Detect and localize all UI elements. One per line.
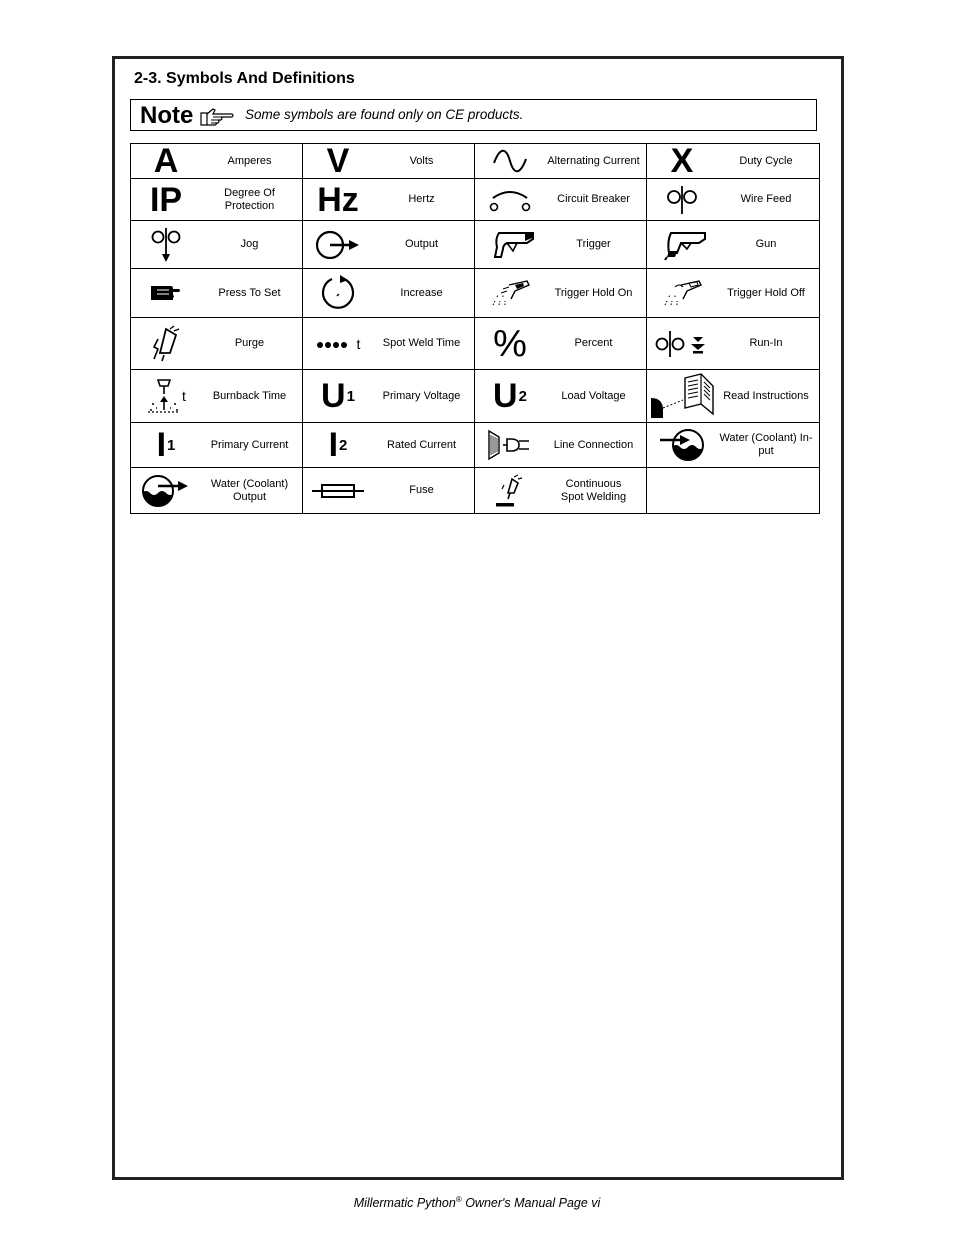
run-in-icon [647,329,717,359]
degree-of-protection-symbol: IP [149,180,183,219]
gun-icon [647,229,717,261]
symbol-label: Amperes [227,154,272,167]
symbol-label: Degree Of Protection [224,186,275,212]
symbol-cell-water-coolant-input [647,423,820,468]
symbol-cell-trigger [475,221,647,269]
symbol-label: Fuse [409,484,434,496]
read-instructions-icon [647,372,717,420]
table-row [131,423,820,468]
symbol-label: Trigger Hold On [554,286,633,299]
symbol-label: Gun [755,238,777,250]
symbol-cell-load-voltage [475,370,647,423]
line-connection-icon [475,429,545,461]
symbol-cell-trigger-hold-on [475,269,647,318]
table-row [131,144,820,179]
water-coolant-output-icon [131,473,201,509]
table-row [131,468,820,514]
symbol-label: Increase [400,286,443,299]
water-coolant-input-icon [647,427,717,463]
symbol-cell-empty [647,468,820,514]
symbol-cell-line-connection [475,423,647,468]
symbol-cell-hertz [303,179,475,221]
symbol-cell-trigger-hold-off [647,269,820,318]
symbol-cell-duty-cycle [647,144,820,179]
symbol-label: Circuit Breaker [557,193,630,205]
note-label: Note [140,102,194,129]
wire-feed-icon [647,184,717,216]
output-icon [303,228,373,262]
primary-voltage-symbol: U 1 [321,377,355,415]
symbol-cell-fuse [303,468,475,514]
burnback-time-icon: t [131,378,201,414]
trigger-icon [475,229,545,261]
symbol-label: Jog [240,238,259,250]
symbol-cell-gun [647,221,820,269]
symbol-label: Trigger [576,238,611,250]
trigger-hold-off-icon [647,277,717,309]
press-to-set-icon [131,282,201,304]
symbol-cell-primary-voltage [303,370,475,423]
symbol-cell-increase [303,269,475,318]
symbol-label: Burnback Time [212,389,287,402]
symbol-label: Percent [574,337,613,349]
symbol-cell-continuous-spot-welding [475,468,647,514]
symbol-label: Output [404,238,439,250]
symbol-label: Trigger Hold Off [727,286,805,299]
symbol-cell-primary-current [131,423,303,468]
symbol-cell-alternating-current [475,144,647,179]
symbol-cell-volts [303,144,475,179]
note-box [130,99,817,131]
percent-symbol: % [493,322,527,365]
symbol-label: Hertz [408,193,435,205]
table-row [131,221,820,269]
symbol-label: Volts [409,154,434,167]
symbol-label: Line Connection [553,438,634,451]
symbol-cell-amperes [131,144,303,179]
symbol-cell-run-in [647,318,820,370]
symbol-cell-read-instructions [647,370,820,423]
table-row [131,318,820,370]
purge-icon [131,325,201,363]
rated-current-symbol: I 2 [328,426,348,464]
section-title: 2-3. Symbols And Definitions [134,70,355,87]
symbol-label: Water (Coolant) In- put [719,432,813,457]
symbol-cell-wire-feed [647,179,820,221]
pointing-hand-icon [199,107,235,132]
hertz-symbol: Hz [317,180,359,219]
symbol-label: Rated Current [386,438,457,451]
duty-cycle-symbol: X [670,143,694,179]
symbol-label: Run-In [749,337,783,349]
symbol-cell-spot-weld-time [303,318,475,370]
symbol-label: Load Voltage [561,389,626,402]
symbol-label: Primary Voltage [382,389,461,402]
alternating-current-icon [475,149,545,173]
table-row [131,179,820,221]
symbol-cell-circuit-breaker [475,179,647,221]
continuous-spot-welding-icon [475,473,545,509]
trigger-hold-on-icon [475,277,545,309]
symbol-cell-burnback-time [131,370,303,423]
symbol-label: Wire Feed [740,193,792,205]
symbol-cell-output [303,221,475,269]
fuse-icon [303,482,373,500]
symbol-label: Continuous Spot Welding [560,477,627,503]
symbol-label: Primary Current [210,438,289,451]
page-footer: Millermatic Python® Owner's Manual Page vi [353,1195,601,1211]
increase-icon [303,273,373,313]
symbol-label: Spot Weld Time [382,337,461,349]
table-row [131,269,820,318]
symbol-cell-rated-current [303,423,475,468]
table-row [131,370,820,423]
symbol-label: Purge [234,337,265,349]
volts-symbol: V [326,143,350,179]
circuit-breaker-icon [475,187,545,213]
amperes-symbol: A [153,143,179,179]
load-voltage-symbol: U 2 [493,377,527,415]
spot-weld-time-icon: t [303,336,373,352]
symbol-cell-water-coolant-output [131,468,303,514]
jog-icon [131,226,201,264]
symbol-label: Alternating Current [547,154,640,167]
symbol-cell-jog [131,221,303,269]
symbol-label: Water (Coolant) Output [210,477,289,503]
symbol-label: Duty Cycle [739,154,793,167]
symbol-cell-degree-of-protection [131,179,303,221]
primary-current-symbol: I 1 [156,426,176,464]
symbol-cell-purge [131,318,303,370]
symbol-label: Read Instructions [723,389,809,402]
symbol-label: Press To Set [218,286,281,299]
note-text: Some symbols are found only on CE products. [245,107,524,122]
symbol-cell-percent [475,318,647,370]
symbols-table [130,143,820,514]
symbol-cell-press-to-set [131,269,303,318]
